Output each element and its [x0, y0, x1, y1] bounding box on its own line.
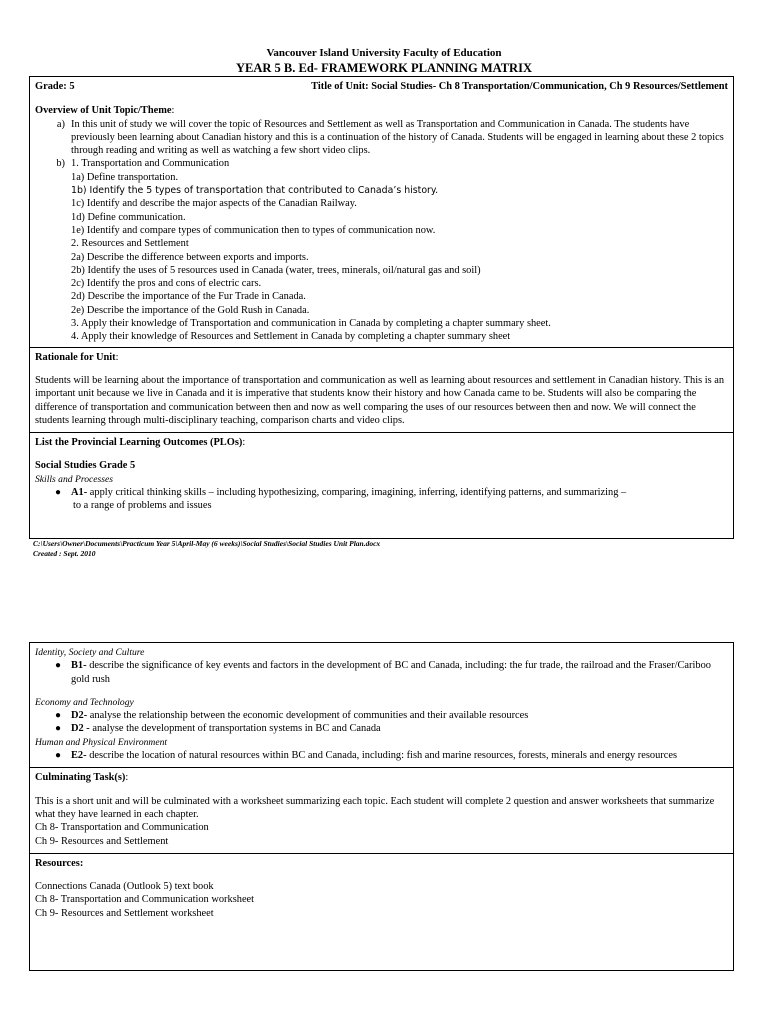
created-date: Created : Sept. 2010 — [33, 548, 96, 558]
objective-item: 2d) Describe the importance of the Fur Trade in Canada. — [71, 291, 306, 303]
culminating-heading: Culminating Task(s): — [35, 772, 129, 784]
culminating-line: Ch 9- Resources and Settlement — [35, 835, 169, 847]
plo-item-d2b: ● D2 - analyse the development of transportation systems in BC and Canada — [55, 723, 381, 735]
plo-heading: List the Provincial Learning Outcomes (PLOs): — [35, 437, 246, 449]
objective-item: 2c) Identify the pros and cons of electric cars. — [71, 278, 262, 290]
document-footer — [33, 539, 380, 558]
plo-section — [30, 433, 733, 516]
objective-item: 1b) Identify the 5 types of transportation that contributed to Canada’s history. — [71, 185, 439, 197]
identity-label: Identity, Society and Culture — [35, 647, 145, 658]
objective-item: 1c) Identify and describe the major aspects of the Canadian Railway. — [71, 198, 357, 210]
list-item: a) In this unit of study we will cover the topic of Resources and Settlement as well as Transportation and Communication in Canada. The students have previously been learning about Canadian history and this is a continuation of the history of Canada. Students will be engaged in learning about these 2 topics through reading and writing as well as watching a few short video clips. — [35, 118, 728, 158]
objective-item: 1a) Define transportation. — [71, 171, 179, 183]
overview-list — [35, 118, 728, 344]
plo-item-a1: ● A1- apply critical thinking skills – including hypothesizing, comparing, imagining, inferring, identifying patterns, and summarizing – — [55, 487, 627, 499]
overview-section — [30, 77, 733, 348]
objective-item: 1e) Identify and compare types of communication then to types of communication now. — [71, 224, 436, 236]
resources-heading: Resources: — [35, 857, 84, 869]
resource-line: Ch 9- Resources and Settlement worksheet — [35, 907, 214, 919]
plo-item-d2a: ● D2- analyse the relationship between the economic development of communities and their available resources — [55, 710, 529, 722]
overview-a-text: In this unit of study we will cover the topic of Resources and Settlement as well as Transportation and Communication in Canada. The students have previously been learning about Canadian history and this is a continuation of the history of Canada. Students will be engaged in learning about these 2 topics through reading and writing as well as watching a few short video clips. — [71, 118, 724, 157]
objective-item: 4. Apply their knowledge of Resources and Settlement in Canada by completing a chapter summary sheet — [71, 331, 511, 343]
objective-item: 2a) Describe the difference between exports and imports. — [71, 251, 309, 263]
human-label: Human and Physical Environment — [35, 736, 168, 748]
plo-item-e2: ● E2- describe the location of natural resources within BC and Canada, including: fish and marine resources, forests, minerals and energy resources — [55, 750, 678, 762]
list-item: b) 1. Transportation and Communication — [56, 158, 230, 170]
objective-item: 2b) Identify the uses of 5 resources used in Canada (water, trees, minerals, oil/natural gas and soil) — [71, 264, 481, 276]
plo-continued-section — [30, 643, 733, 768]
economy-label: Economy and Technology — [35, 696, 134, 708]
plo-subject: Social Studies Grade 5 — [35, 460, 136, 472]
resource-line: Connections Canada (Outlook 5) text book — [35, 881, 214, 893]
bullet-icon: ● — [55, 710, 62, 722]
resource-line: Ch 8- Transportation and Communication worksheet — [35, 894, 255, 906]
rationale-section — [30, 348, 733, 433]
rationale-heading: Rationale for Unit: — [35, 351, 119, 363]
culminating-line: Ch 8- Transportation and Communication — [35, 822, 209, 834]
bullet-icon: ● — [55, 487, 62, 499]
planning-table-page2 — [29, 642, 734, 971]
bullet-icon: ● — [55, 750, 62, 762]
institution-title: Vancouver Island University Faculty of Education — [266, 47, 502, 59]
file-path: C:\Users\Owner\Documents\Practicum Year 5\April-May (6 weeks)\Social Studies\Social Studies Unit Plan.docx — [33, 539, 381, 548]
unit-title: Title of Unit: Social Studies- Ch 8 Transportation/Communication, Ch 9 Resources/Settlement — [311, 81, 728, 92]
resources-section — [30, 854, 733, 924]
bullet-icon: ● — [55, 723, 62, 735]
objective-item: 3. Apply their knowledge of Transportation and communication in Canada by completing a chapter summary sheet. — [71, 318, 551, 330]
grade-label: Grade: 5 — [35, 81, 75, 92]
bullet-icon: ● — [55, 660, 62, 672]
objective-item: 2e) Describe the importance of the Gold Rush in Canada. — [71, 304, 310, 316]
objective-item: 1d) Define communication. — [71, 211, 186, 223]
matrix-title: YEAR 5 B. Ed- FRAMEWORK PLANNING MATRIX — [236, 61, 532, 75]
rationale-text: Students will be learning about the importance of transportation and communication as well as learning about resources and settlement in Canadian history. This is an important unit because we live in Canada and it is imperative that students know their history and how Canada came to be. Students will also be comparing the difference of transportation and communication between then and now as well comparing the uses of our resources between then and now. We will connect the students learning through multi-disciplinary teaching, comparison charts and video clips. — [35, 374, 725, 426]
culminating-section — [30, 768, 733, 853]
grade-title-row — [35, 80, 728, 94]
overview-heading: Overview of Unit Topic/Theme: — [35, 105, 175, 117]
planning-table-page1 — [29, 76, 734, 539]
culminating-text: This is a short unit and will be culminated with a worksheet summarizing each topic. Each student will complete 2 question and answer worksheets that summarize what they have learned in each chapter. — [35, 795, 715, 820]
plo-a1-continuation: to a range of problems and issues — [73, 500, 212, 512]
objective-item: 2. Resources and Settlement — [71, 238, 189, 250]
skills-label: Skills and Processes — [35, 473, 113, 485]
plo-item-b1: ● B1- describe the significance of key events and factors in the development of BC and Canada, including: the fur trade, the railroad and the Fraser/Cariboo gold rush — [55, 660, 711, 685]
